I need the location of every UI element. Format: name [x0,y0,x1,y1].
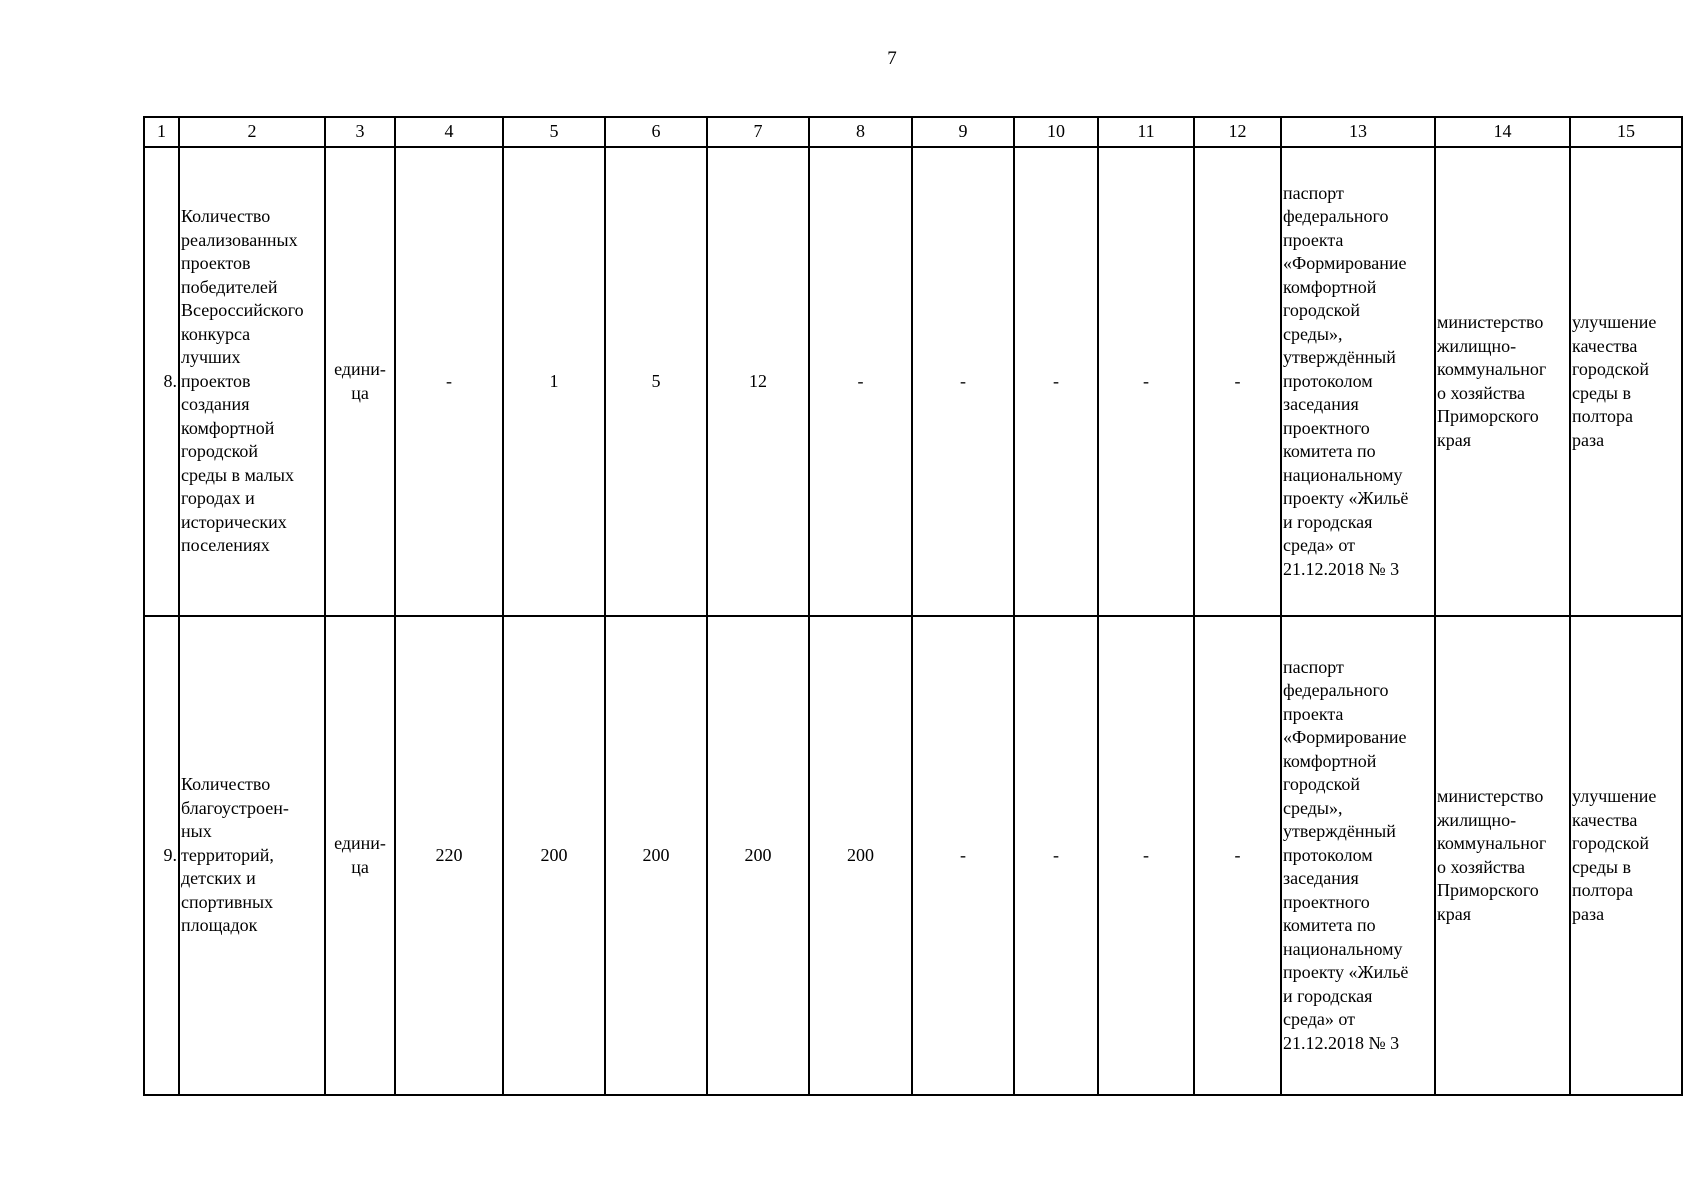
page-number: 7 [887,48,897,69]
column-header: 8 [809,117,912,147]
value-cell: 220 [395,616,503,1095]
column-header: 14 [1435,117,1570,147]
row-number: 8. [144,147,179,616]
value-cell: - [809,147,912,616]
responsible-body: министерство жилищно- коммунальног о хозяйства Приморского края [1437,312,1547,450]
indicator-name-cell [179,616,325,1095]
value-cell: 1 [503,147,605,616]
result-cell [1570,147,1682,616]
value-cell: 12 [707,147,809,616]
value-cell: 200 [503,616,605,1095]
column-header: 1 [144,117,179,147]
value-cell: - [912,616,1014,1095]
value-cell: 200 [605,616,707,1095]
unit-cell [325,147,395,616]
column-header: 13 [1281,117,1435,147]
value-cell: - [1014,616,1098,1095]
column-header: 12 [1194,117,1281,147]
unit-cell [325,616,395,1095]
value-cell: - [1194,616,1281,1095]
value-cell: - [1098,147,1194,616]
table-row [144,616,1682,1095]
indicator-name: Количество благоустроен- ных территорий, детских и спортивных площадок [181,774,289,936]
column-header: 5 [503,117,605,147]
value-cell: 5 [605,147,707,616]
value-cell: 200 [707,616,809,1095]
row-number: 9. [144,616,179,1095]
value-cell: - [1194,147,1281,616]
value-cell: - [1098,616,1194,1095]
column-header: 7 [707,117,809,147]
responsible-cell [1435,147,1570,616]
column-header: 15 [1570,117,1682,147]
column-header: 11 [1098,117,1194,147]
value-cell: 200 [809,616,912,1095]
column-header: 6 [605,117,707,147]
unit: едини- ца [334,359,386,403]
unit: едини- ца [334,833,386,877]
source-document: паспорт федерального проекта «Формирование комфортной городской среды», утверждённый протоколом заседания проектного комитета по национальному проекту «Жильё и городская среда» от 21.12.2018 № 3 [1283,656,1409,1053]
indicator-name-cell [179,147,325,616]
source-cell [1281,616,1435,1095]
expected-result: улучшение качества городской среды в полтора раза [1572,786,1657,924]
expected-result: улучшение качества городской среды в полтора раза [1572,312,1657,450]
indicators-table [143,116,1683,1096]
table-header-row [144,117,1682,147]
result-cell [1570,616,1682,1095]
column-header: 3 [325,117,395,147]
source-cell [1281,147,1435,616]
value-cell: - [912,147,1014,616]
column-header: 2 [179,117,325,147]
value-cell: - [1014,147,1098,616]
column-header: 4 [395,117,503,147]
source-document: паспорт федерального проекта «Формирование комфортной городской среды», утверждённый протоколом заседания проектного комитета по национальному проекту «Жильё и городская среда» от 21.12.2018 № 3 [1283,182,1409,579]
responsible-cell [1435,616,1570,1095]
column-header: 10 [1014,117,1098,147]
table-row [144,147,1682,616]
responsible-body: министерство жилищно- коммунальног о хозяйства Приморского края [1437,786,1547,924]
indicator-name: Количество реализованных проектов победителей Всероссийского конкурса лучших проектов создания комфортной городской среды в малых городах и исторических поселениях [181,206,304,556]
column-header: 9 [912,117,1014,147]
value-cell: - [395,147,503,616]
